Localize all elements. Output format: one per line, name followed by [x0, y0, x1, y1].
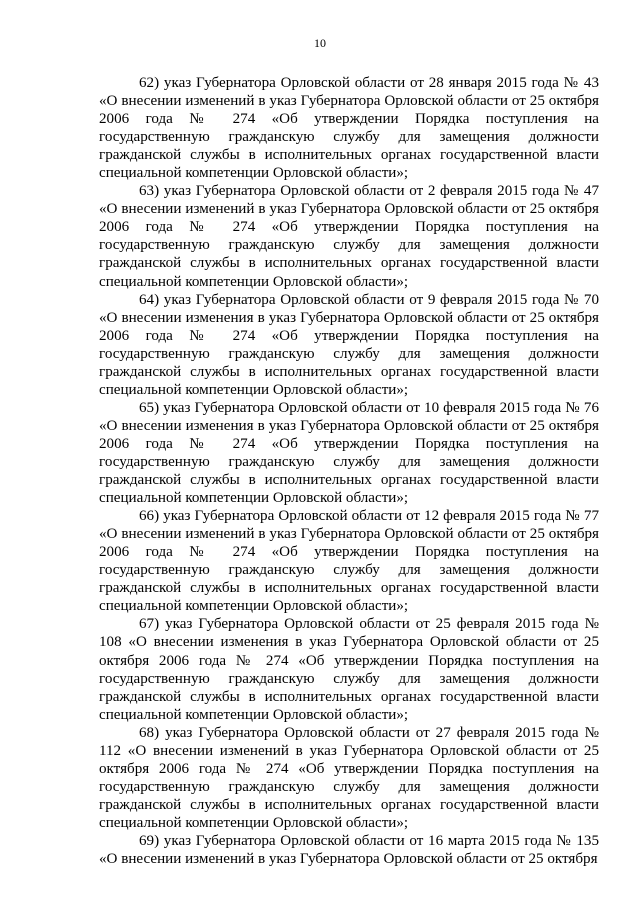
page-number: 10	[314, 36, 326, 50]
list-item-69: 69) указ Губернатора Орловской области от 16 марта 2015 года № 135 «О внесении изменений в указ Губернатора Орловской области от 25 октября	[99, 832, 599, 868]
list-item-62: 62) указ Губернатора Орловской области от 28 января 2015 года № 43 «О внесении изменений в указ Губернатора Орловской области от 25 октября 2006 года № 274 «Об утверждении Порядка поступления на государственную гражданскую службу для замещения должности гражданской службы в исполнительных органах государственной власти специальной компетенции Орловской области»;	[99, 75, 599, 182]
list-item-66: 66) указ Губернатора Орловской области от 12 февраля 2015 года № 77 «О внесении изменений в указ Губернатора Орловской области от 25 октября 2006 года № 274 «Об утверждении Порядка поступления на государственную гражданскую службу для замещения должности гражданской службы в исполнительных органах государственной власти специальной компетенции Орловской области»;	[99, 508, 599, 615]
list-item-64: 64) указ Губернатора Орловской области от 9 февраля 2015 года № 70 «О внесении изменения в указ Губернатора Орловской области от 25 октября 2006 года № 274 «Об утверждении Порядка поступления на государственную гражданскую службу для замещения должности гражданской службы в исполнительных органах государственной власти специальной компетенции Орловской области»;	[99, 291, 599, 398]
document-body	[99, 74, 599, 868]
list-item-68: 68) указ Губернатора Орловской области от 27 февраля 2015 года № 112 «О внесении изменений в указ Губернатора Орловской области от 25 октября 2006 года № 274 «Об утверждении Порядка поступления на государственную гражданскую службу для замещения должности гражданской службы в исполнительных органах государственной власти специальной компетенции Орловской области»;	[99, 724, 599, 831]
list-item-65: 65) указ Губернатора Орловской области от 10 февраля 2015 года № 76 «О внесении изменения в указ Губернатора Орловской области от 25 октября 2006 года № 274 «Об утверждении Порядка поступления на государственную гражданскую службу для замещения должности гражданской службы в исполнительных органах государственной власти специальной компетенции Орловской области»;	[99, 399, 599, 507]
list-item-67: 67) указ Губернатора Орловской области от 25 февраля 2015 года № 108 «О внесении изменения в указ Губернатора Орловской области от 25 октября 2006 года № 274 «Об утверждении Порядка поступления на государственную гражданскую службу для замещения должности гражданской службы в исполнительных органах государственной власти специальной компетенции Орловской области»;	[99, 616, 599, 723]
list-item-63: 63) указ Губернатора Орловской области от 2 февраля 2015 года № 47 «О внесении изменений в указ Губернатора Орловской области от 25 октября 2006 года № 274 «Об утверждении Порядка поступления на государственную гражданскую службу для замещения должности гражданской службы в исполнительных органах государственной власти специальной компетенции Орловской области»;	[99, 183, 599, 290]
